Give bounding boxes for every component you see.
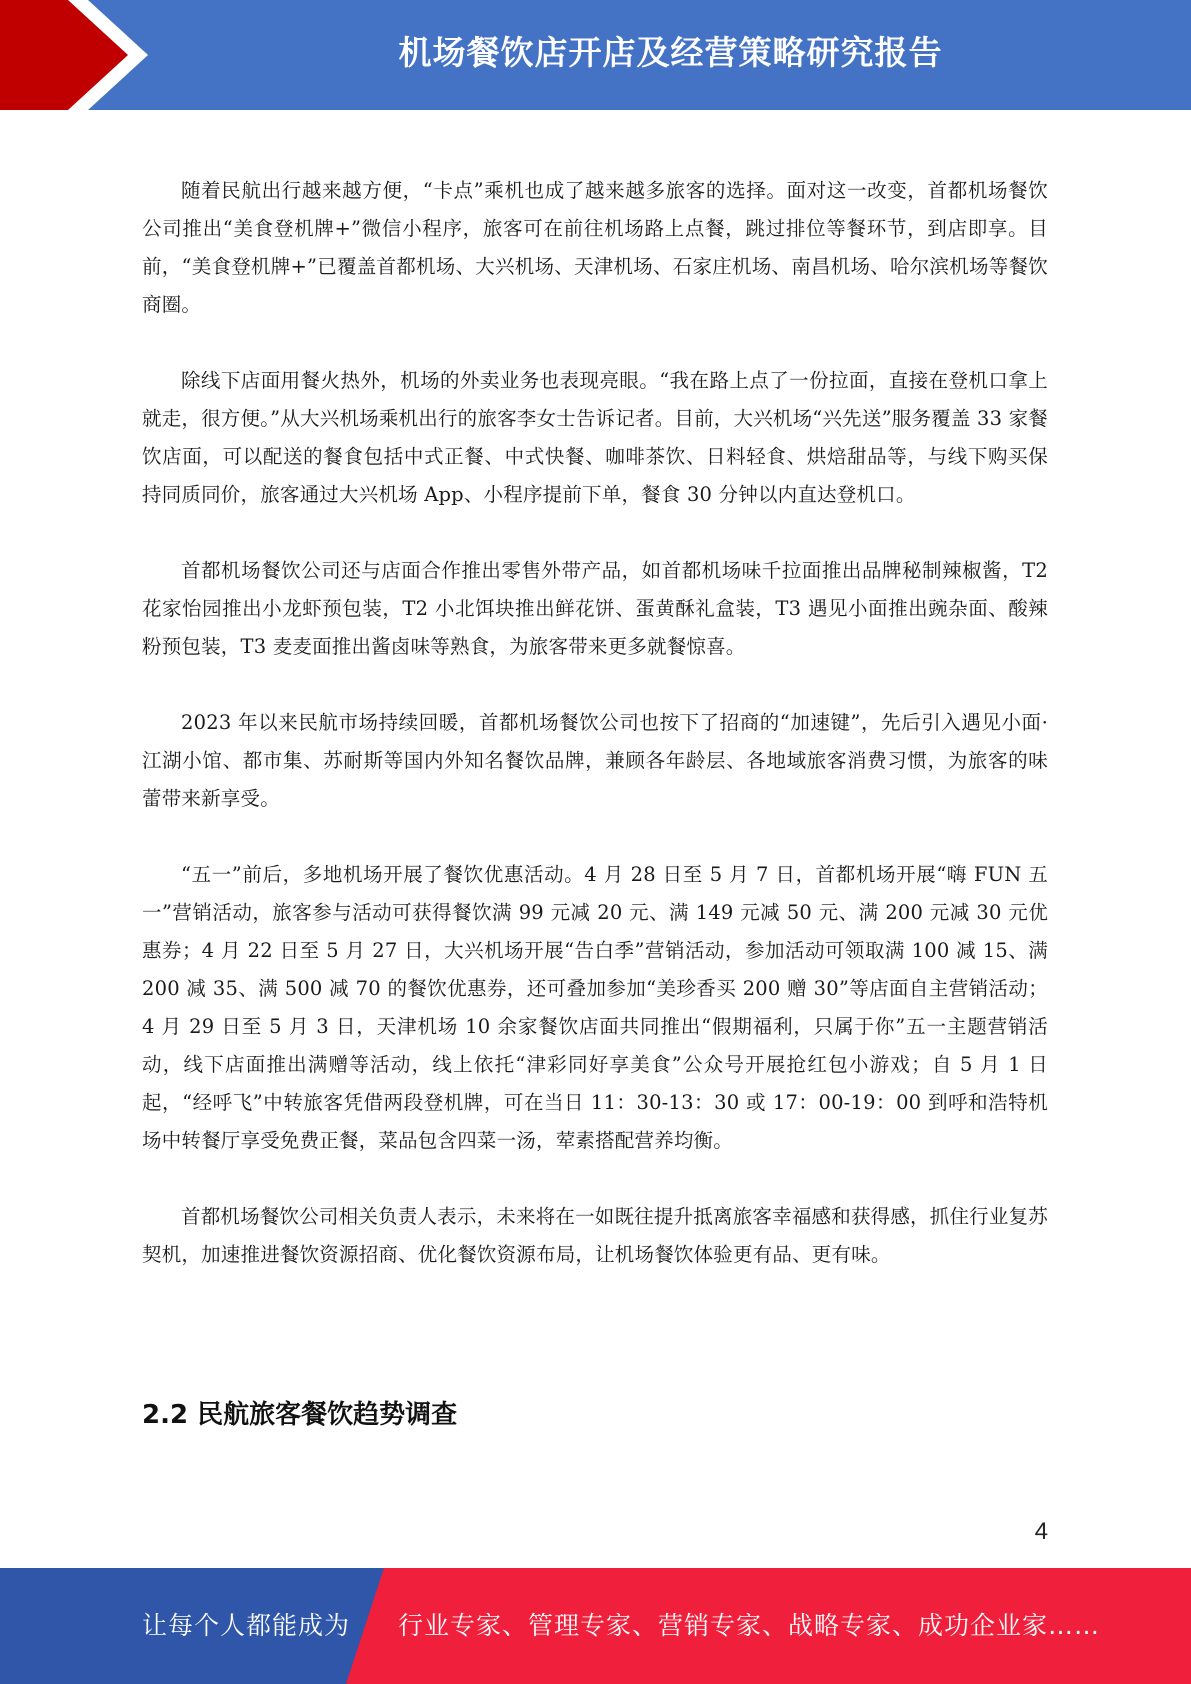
footer-slogan-left: 让每个人都能成为: [142, 1611, 351, 1640]
paragraph: 随着民航出行越来越方便，“卡点”乘机也成了越来越多旅客的选择。面对这一改变，首都机场餐饮公司推出“美食登机牌+”微信小程序，旅客可在前往机场路上点餐，跳过排位等餐环节，到店即享。目前，“美食登机牌+”已覆盖首都机场、大兴机场、天津机场、石家庄机场、南昌机场、哈尔滨机场等餐饮商圈。: [142, 179, 1048, 316]
paragraph: “五一”前后，多地机场开展了餐饮优惠活动。4 月 28 日至 5 月 7 日，首都机场开展“嗨 FUN 五一”营销活动，旅客参与活动可获得餐饮满 99 元减 20 元、满 149 元减 50 元、满 200 元减 30 元优惠券；4 月 22 日至 5 月 27 日，大兴机场开展“告白季”营销活动，参加活动可领取满 100 减 15、满 200 减 35、满 500 减 70 的餐饮优惠券，还可叠加参加“美珍香买 200 赠 30”等店面自主营销活动；4 月 29 日至 5 月 3 日，天津机场 10 余家餐饮店面共同推出“假期福利，只属于你”五一主题营销活动，线下店面推出满赠等活动，线上依托“津彩同好享美食”公众号开展抢红包小游戏；自 5 月 1 日起，“经呼飞”中转旅客凭借两段登机牌，可在当日 11：30-13：30 或 17：00-19：00 到呼和浩特机场中转餐厅享受免费正餐，菜品包含四菜一汤，荤素搭配营养均衡。: [142, 863, 1048, 1152]
page-header: [0, 0, 1191, 110]
article-body: [142, 172, 1048, 1312]
page-footer: [0, 1568, 1191, 1684]
report-title: 机场餐饮店开店及经营策略研究报告: [398, 33, 943, 72]
paragraph: 2023 年以来民航市场持续回暖，首都机场餐饮公司也按下了招商的“加速键”，先后引入遇见小面·江湖小馆、都市集、苏耐斯等国内外知名餐饮品牌，兼顾各年龄层、各地域旅客消费习惯，为旅客的味蕾带来新享受。: [142, 711, 1048, 810]
section-heading: 2.2 民航旅客餐饮趋势调查: [142, 1400, 458, 1430]
paragraph: 首都机场餐饮公司相关负责人表示，未来将在一如既往提升抵离旅客幸福感和获得感，抓住行业复苏契机，加速推进餐饮资源招商、优化餐饮资源布局，让机场餐饮体验更有品、更有味。: [142, 1205, 1048, 1266]
red-chevron-decoration: [0, 0, 160, 110]
footer-slogan-right: 行业专家、管理专家、营销专家、战略专家、成功企业家……: [398, 1611, 1101, 1640]
paragraph: 首都机场餐饮公司还与店面合作推出零售外带产品，如首都机场味千拉面推出品牌秘制辣椒酱，T2 花家怡园推出小龙虾预包装，T2 小北饵块推出鲜花饼、蛋黄酥礼盒装，T3 遇见小面推出豌杂面、酸辣粉预包装，T3 麦麦面推出酱卤味等熟食，为旅客带来更多就餐惊喜。: [142, 559, 1048, 658]
page-number: 4: [1034, 1518, 1048, 1545]
paragraph: 除线下店面用餐火热外，机场的外卖业务也表现亮眼。“我在路上点了一份拉面，直接在登机口拿上就走，很方便。”从大兴机场乘机出行的旅客李女士告诉记者。目前，大兴机场“兴先送”服务覆盖 33 家餐饮店面，可以配送的餐食包括中式正餐、中式快餐、咖啡茶饮、日料轻食、烘焙甜品等，与线下购买保持同质同价，旅客通过大兴机场 App、小程序提前下单，餐食 30 分钟以内直达登机口。: [142, 369, 1048, 506]
